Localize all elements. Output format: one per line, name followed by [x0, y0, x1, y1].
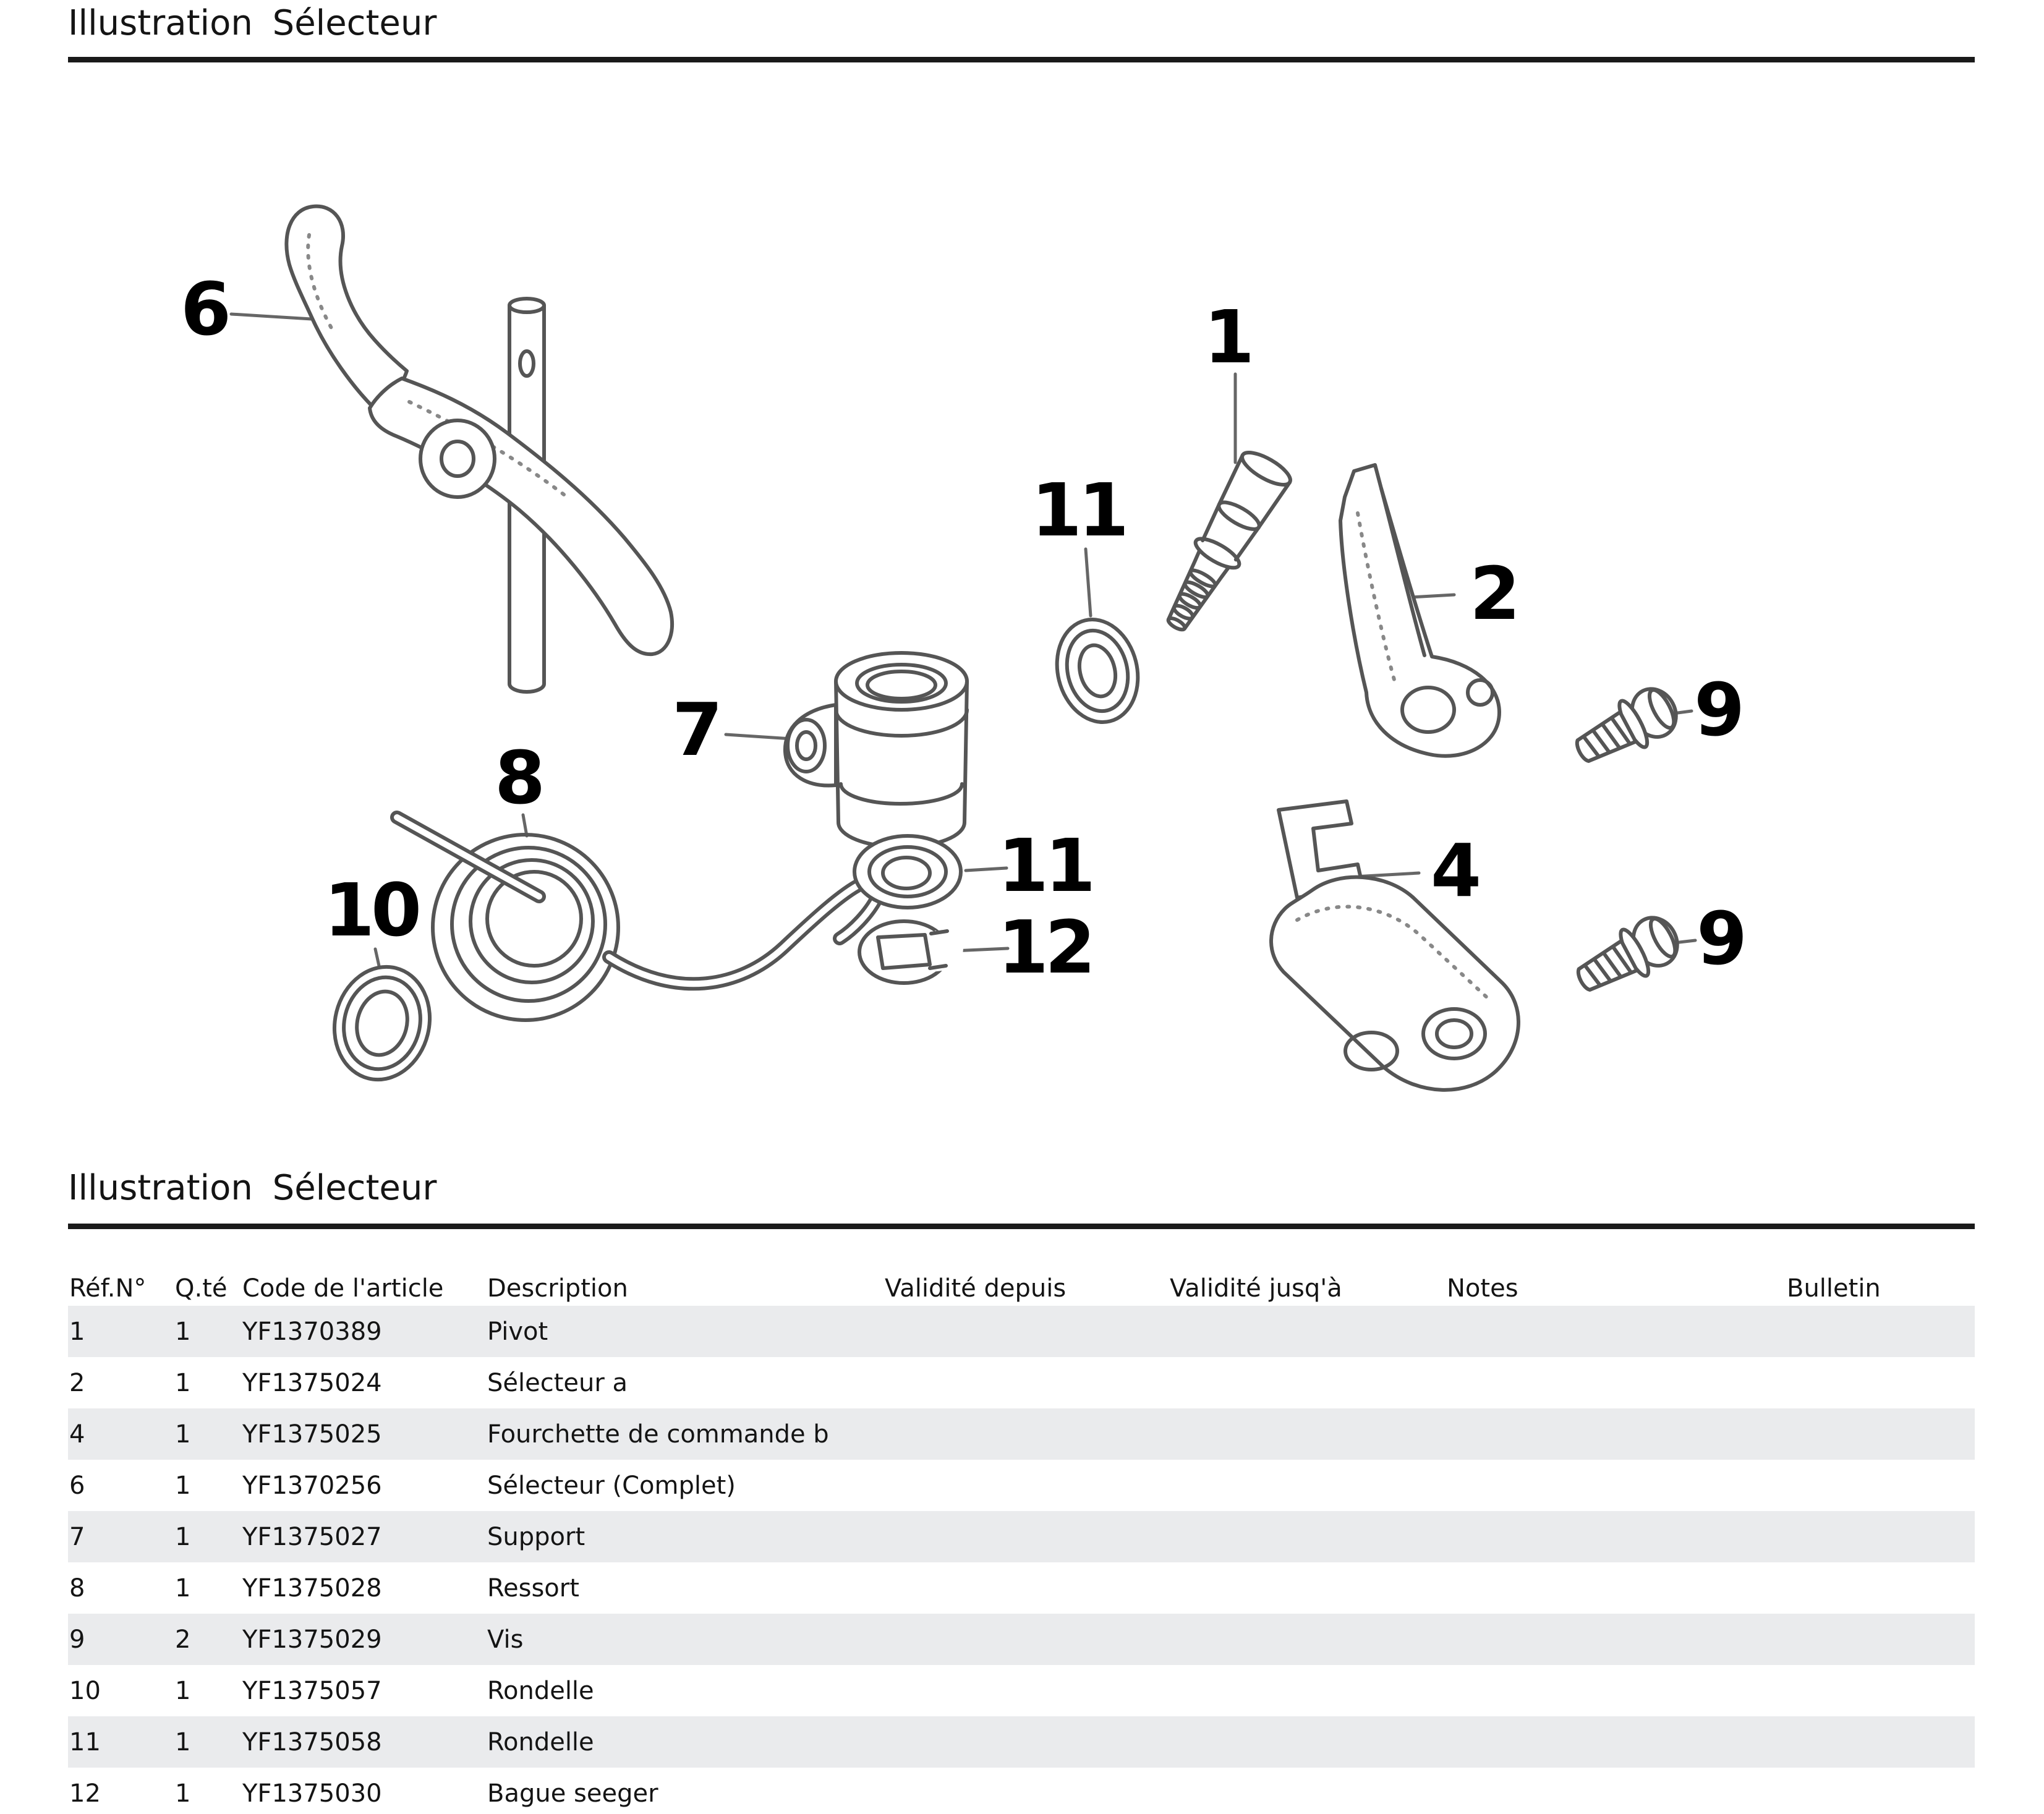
cell-code: YF1375058 — [242, 1727, 382, 1757]
cell-valid-from — [884, 1511, 1169, 1562]
part-label-6: 6 — [180, 266, 228, 352]
cell-valid-from — [884, 1665, 1169, 1716]
cell-ref: 4 — [69, 1420, 85, 1449]
cell-valid-from — [884, 1562, 1169, 1614]
cell-description: Sélecteur (Complet) — [487, 1471, 736, 1500]
cell-bulletin — [1786, 1716, 1975, 1768]
part-label-8: 8 — [494, 735, 542, 820]
cell-notes — [1446, 1716, 1786, 1768]
cell-valid-from — [884, 1357, 1169, 1408]
cell-ref: 12 — [69, 1779, 101, 1808]
cell-bulletin — [1786, 1511, 1975, 1562]
cell-valid-to — [1169, 1562, 1446, 1614]
cell-bulletin — [1786, 1562, 1975, 1614]
parts-table — [68, 1271, 1975, 1814]
col-header-code: Code de l'article — [242, 1274, 444, 1303]
cell-ref: 9 — [69, 1625, 85, 1654]
cell-notes — [1446, 1562, 1786, 1614]
cell-description: Vis — [487, 1625, 524, 1654]
cell-bulletin — [1786, 1357, 1975, 1408]
cell-valid-from — [884, 1716, 1169, 1768]
cell-code: YF1375029 — [242, 1625, 382, 1654]
cell-notes — [1446, 1408, 1786, 1460]
part-label-1: 1 — [1203, 294, 1251, 380]
col-header-validfrom: Validité depuis — [885, 1274, 1067, 1303]
cell-valid-to — [1169, 1357, 1446, 1408]
cell-code: YF1375025 — [242, 1420, 382, 1449]
cell-bulletin — [1786, 1460, 1975, 1511]
cell-code: YF1370389 — [242, 1317, 382, 1346]
table-row — [68, 1614, 1975, 1665]
part-11-washer-bottom-drawing — [854, 836, 961, 908]
part-6-selector-assembly-drawing — [286, 207, 672, 692]
cell-qty: 1 — [175, 1727, 191, 1757]
part-label-10: 10 — [323, 867, 419, 953]
part-label-7: 7 — [671, 687, 720, 772]
cell-bulletin — [1786, 1665, 1975, 1716]
cell-code: YF1375028 — [242, 1573, 382, 1603]
cell-valid-from — [884, 1408, 1169, 1460]
part-9-screw-bottom-drawing — [1569, 909, 1686, 1004]
cell-description: Bague seeger — [487, 1779, 658, 1808]
cell-code: YF1375027 — [242, 1522, 382, 1551]
cell-valid-from — [884, 1306, 1169, 1357]
col-header-desc: Description — [487, 1274, 628, 1303]
cell-ref: 6 — [69, 1471, 85, 1500]
table-row — [68, 1768, 1975, 1814]
part-label-9-top: 9 — [1693, 667, 1742, 752]
cell-ref: 1 — [69, 1317, 85, 1346]
col-header-ref: Réf.N° — [69, 1274, 147, 1303]
part-label-12: 12 — [997, 905, 1092, 990]
cell-valid-from — [884, 1768, 1169, 1814]
cell-qty: 1 — [175, 1522, 191, 1551]
cell-valid-to — [1169, 1460, 1446, 1511]
cell-valid-from — [884, 1460, 1169, 1511]
table-divider — [68, 1224, 1975, 1229]
cell-description: Sélecteur a — [487, 1368, 628, 1397]
table-title: Illustration Sélecteur — [68, 1168, 437, 1208]
cell-ref: 10 — [69, 1676, 101, 1705]
table-header-row — [68, 1271, 1975, 1306]
cell-qty: 1 — [175, 1573, 191, 1603]
cell-qty: 1 — [175, 1779, 191, 1808]
cell-notes — [1446, 1460, 1786, 1511]
col-header-notes: Notes — [1447, 1274, 1518, 1303]
cell-qty: 1 — [175, 1368, 191, 1397]
part-4-shift-fork-drawing — [1271, 801, 1518, 1090]
cell-description: Fourchette de commande b — [487, 1420, 829, 1449]
cell-notes — [1446, 1768, 1786, 1814]
cell-description: Support — [487, 1522, 586, 1551]
table-row — [68, 1562, 1975, 1614]
cell-bulletin — [1786, 1614, 1975, 1665]
cell-code: YF1375024 — [242, 1368, 382, 1397]
page-title: Illustration Sélecteur — [68, 3, 437, 43]
cell-notes — [1446, 1665, 1786, 1716]
cell-code: YF1375057 — [242, 1676, 382, 1705]
table-row — [68, 1716, 1975, 1768]
part-7-support-drawing — [785, 653, 967, 847]
cell-qty: 1 — [175, 1317, 191, 1346]
cell-code: YF1375030 — [242, 1779, 382, 1808]
cell-bulletin — [1786, 1408, 1975, 1460]
col-header-qty: Q.té — [175, 1274, 228, 1303]
cell-notes — [1446, 1306, 1786, 1357]
col-header-bulletin: Bulletin — [1787, 1274, 1881, 1303]
cell-description: Rondelle — [487, 1676, 594, 1705]
cell-valid-to — [1169, 1306, 1446, 1357]
cell-valid-to — [1169, 1511, 1446, 1562]
cell-qty: 1 — [175, 1471, 191, 1500]
part-9-screw-top-drawing — [1567, 680, 1685, 775]
cell-valid-to — [1169, 1716, 1446, 1768]
table-row — [68, 1665, 1975, 1716]
cell-description: Pivot — [487, 1317, 548, 1346]
table-row — [68, 1511, 1975, 1562]
cell-code: YF1370256 — [242, 1471, 382, 1500]
cell-notes — [1446, 1511, 1786, 1562]
cell-description: Ressort — [487, 1573, 579, 1603]
table-row — [68, 1408, 1975, 1460]
cell-qty: 1 — [175, 1676, 191, 1705]
cell-valid-from — [884, 1614, 1169, 1665]
cell-bulletin — [1786, 1306, 1975, 1357]
cell-valid-to — [1169, 1408, 1446, 1460]
part-1-pivot-drawing — [1151, 446, 1295, 641]
cell-qty: 1 — [175, 1420, 191, 1449]
part-label-2: 2 — [1469, 551, 1517, 636]
part-8-spring-drawing — [397, 817, 879, 1020]
cell-notes — [1446, 1357, 1786, 1408]
cell-valid-to — [1169, 1768, 1446, 1814]
cell-ref: 2 — [69, 1368, 85, 1397]
cell-notes — [1446, 1614, 1786, 1665]
table-row — [68, 1306, 1975, 1357]
cell-bulletin — [1786, 1768, 1975, 1814]
part-10-washer-drawing — [323, 956, 441, 1089]
table-row — [68, 1460, 1975, 1511]
part-11-washer-top-drawing — [1047, 611, 1149, 731]
col-header-validto: Validité jusq'à — [1170, 1274, 1342, 1303]
part-label-9-bottom: 9 — [1696, 896, 1744, 981]
part-label-11-bottom: 11 — [997, 823, 1092, 908]
part-label-4: 4 — [1430, 828, 1478, 913]
cell-ref: 11 — [69, 1727, 101, 1757]
cell-ref: 8 — [69, 1573, 85, 1603]
cell-description: Rondelle — [487, 1727, 594, 1757]
table-row — [68, 1357, 1975, 1408]
cell-valid-to — [1169, 1665, 1446, 1716]
cell-valid-to — [1169, 1614, 1446, 1665]
cell-qty: 2 — [175, 1625, 191, 1654]
part-label-11-top: 11 — [1031, 467, 1126, 553]
part-12-seeger-ring-drawing — [859, 921, 965, 983]
cell-ref: 7 — [69, 1522, 85, 1551]
